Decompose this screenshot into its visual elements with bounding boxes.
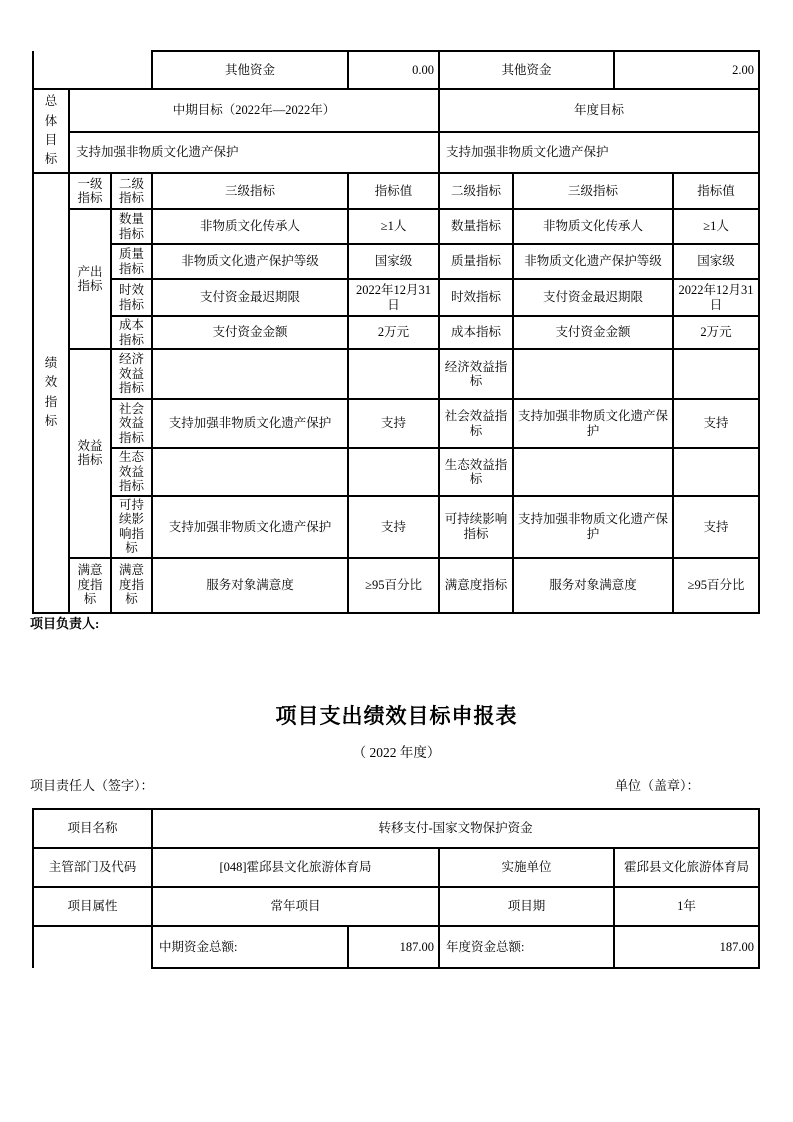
group-satisfaction: 满意度指标 [69, 558, 111, 613]
cell-value: 支持 [348, 399, 439, 448]
performance-indicator-table [32, 50, 760, 614]
total-funds-row [33, 926, 759, 968]
indicator-row-ecological [33, 448, 759, 496]
attribute-row [33, 887, 759, 926]
cell-l3-right [513, 349, 673, 399]
cell-value-right: ≥1人 [673, 209, 759, 244]
mid-term-total-label: 中期资金总额: [152, 926, 348, 968]
other-funds-label-annual: 其他资金 [439, 51, 614, 89]
cell-l2: 经济效益指标 [111, 349, 152, 399]
header-level3: 三级指标 [152, 173, 348, 209]
annual-goal-text: 支持加强非物质文化遗产保护 [439, 132, 759, 173]
cell-value: 2022年12月31日 [348, 279, 439, 316]
indicator-header-row [33, 173, 759, 209]
page-subtitle: （ 2022 年度） [352, 745, 441, 760]
other-funds-value-mid: 0.00 [348, 51, 439, 89]
cell-l3-right: 支持加强非物质文化遗产保护 [513, 496, 673, 558]
department-row [33, 848, 759, 887]
cell-l2: 社会效益指标 [111, 399, 152, 448]
header-value-right: 指标值 [673, 173, 759, 209]
group-output: 产出指标 [69, 209, 111, 349]
cell-l2-right: 成本指标 [439, 316, 513, 349]
cell-l2: 成本指标 [111, 316, 152, 349]
page-title: 项目支出绩效目标申报表 [275, 704, 518, 728]
overall-goal-header-row [33, 89, 759, 132]
cell-l2-right: 可持续影响指标 [439, 496, 513, 558]
indicator-row-timeliness [33, 279, 759, 316]
cell-l3: 支付资金最迟期限 [152, 279, 348, 316]
implementing-unit-value: 霍邱县文化旅游体育局 [614, 848, 759, 887]
cell-value [348, 349, 439, 399]
header-level3-right: 三级指标 [513, 173, 673, 209]
indicator-row-sustainable [33, 496, 759, 558]
cell-l2: 数量指标 [111, 209, 152, 244]
indicator-row-social [33, 399, 759, 448]
indicator-row-satisfaction [33, 558, 759, 613]
project-name-row [33, 809, 759, 848]
cell-l2-right: 生态效益指标 [439, 448, 513, 496]
indicator-row-cost [33, 316, 759, 349]
project-period-label: 项目期 [439, 887, 614, 926]
cell-l3: 支付资金金额 [152, 316, 348, 349]
unit-seal-label: 单位（盖章）： [615, 778, 700, 793]
overall-goal-row-label: 总体目标 [33, 89, 69, 173]
cell-l2-right: 社会效益指标 [439, 399, 513, 448]
indicator-row-quantity [33, 209, 759, 244]
annual-total-value: 187.00 [614, 926, 759, 968]
empty-cell [33, 51, 152, 89]
cell-value: 2万元 [348, 316, 439, 349]
cell-l2-right: 数量指标 [439, 209, 513, 244]
cell-value [348, 448, 439, 496]
cell-value-right: 2万元 [673, 316, 759, 349]
mid-term-goal-header: 中期目标（2022年—2022年） [69, 89, 439, 132]
cell-l3-right: 服务对象满意度 [513, 558, 673, 613]
cell-value: 支持 [348, 496, 439, 558]
header-level1: 一级指标 [69, 173, 111, 209]
cell-l3-right: 支付资金最迟期限 [513, 279, 673, 316]
cell-value-right: 支持 [673, 496, 759, 558]
cell-value-right: ≥95百分比 [673, 558, 759, 613]
header-level2: 二级指标 [111, 173, 152, 209]
project-attribute-label: 项目属性 [33, 887, 152, 926]
cell-value-right [673, 349, 759, 399]
cell-l2: 生态效益指标 [111, 448, 152, 496]
mid-term-total-value: 187.00 [348, 926, 439, 968]
indicator-row-economic [33, 349, 759, 399]
project-name-value: 转移支付-国家文物保护资金 [152, 809, 759, 848]
project-owner-label: 项目负责人: [30, 616, 100, 631]
indicator-row-quality [33, 244, 759, 279]
mid-term-goal-text: 支持加强非物质文化遗产保护 [69, 132, 439, 173]
other-funds-row [33, 51, 759, 89]
cell-l3: 支持加强非物质文化遗产保护 [152, 496, 348, 558]
cell-l3 [152, 448, 348, 496]
cell-l3-right: 支持加强非物质文化遗产保护 [513, 399, 673, 448]
overall-goal-text-row [33, 132, 759, 173]
group-benefit: 效益指标 [69, 349, 111, 558]
cell-l3: 非物质文化传承人 [152, 209, 348, 244]
cell-l2-right: 经济效益指标 [439, 349, 513, 399]
cell-value-right [673, 448, 759, 496]
project-period-value: 1年 [614, 887, 759, 926]
cell-value: ≥1人 [348, 209, 439, 244]
annual-total-label: 年度资金总额: [439, 926, 614, 968]
cell-l2: 质量指标 [111, 244, 152, 279]
cell-value: ≥95百分比 [348, 558, 439, 613]
department-value: [048]霍邱县文化旅游体育局 [152, 848, 439, 887]
project-attribute-value: 常年项目 [152, 887, 439, 926]
cell-l3 [152, 349, 348, 399]
cell-value: 国家级 [348, 244, 439, 279]
cell-l3: 服务对象满意度 [152, 558, 348, 613]
header-value: 指标值 [348, 173, 439, 209]
indicator-row-label: 绩效指标 [33, 173, 69, 613]
annual-goal-header: 年度目标 [439, 89, 759, 132]
cell-l2-right: 时效指标 [439, 279, 513, 316]
project-info-table [32, 808, 760, 969]
cell-l3: 支持加强非物质文化遗产保护 [152, 399, 348, 448]
department-label: 主管部门及代码 [33, 848, 152, 887]
cell-l3-right [513, 448, 673, 496]
responsible-person-signature-label: 项目责任人（签字）： [30, 778, 154, 793]
other-funds-value-annual: 2.00 [614, 51, 759, 89]
cell-l2-right: 满意度指标 [439, 558, 513, 613]
cell-value-right: 2022年12月31日 [673, 279, 759, 316]
cell-l3-right: 支付资金金额 [513, 316, 673, 349]
cell-l3: 非物质文化遗产保护等级 [152, 244, 348, 279]
cell-value-right: 国家级 [673, 244, 759, 279]
implementing-unit-label: 实施单位 [439, 848, 614, 887]
project-name-label: 项目名称 [33, 809, 152, 848]
cell-l2: 可持续影响指标 [111, 496, 152, 558]
cell-l3-right: 非物质文化传承人 [513, 209, 673, 244]
cell-value-right: 支持 [673, 399, 759, 448]
empty-cell [33, 926, 152, 968]
cell-l3-right: 非物质文化遗产保护等级 [513, 244, 673, 279]
other-funds-label-mid: 其他资金 [152, 51, 348, 89]
cell-l2-right: 质量指标 [439, 244, 513, 279]
cell-l2: 满意度指标 [111, 558, 152, 613]
header-level2-right: 二级指标 [439, 173, 513, 209]
cell-l2: 时效指标 [111, 279, 152, 316]
